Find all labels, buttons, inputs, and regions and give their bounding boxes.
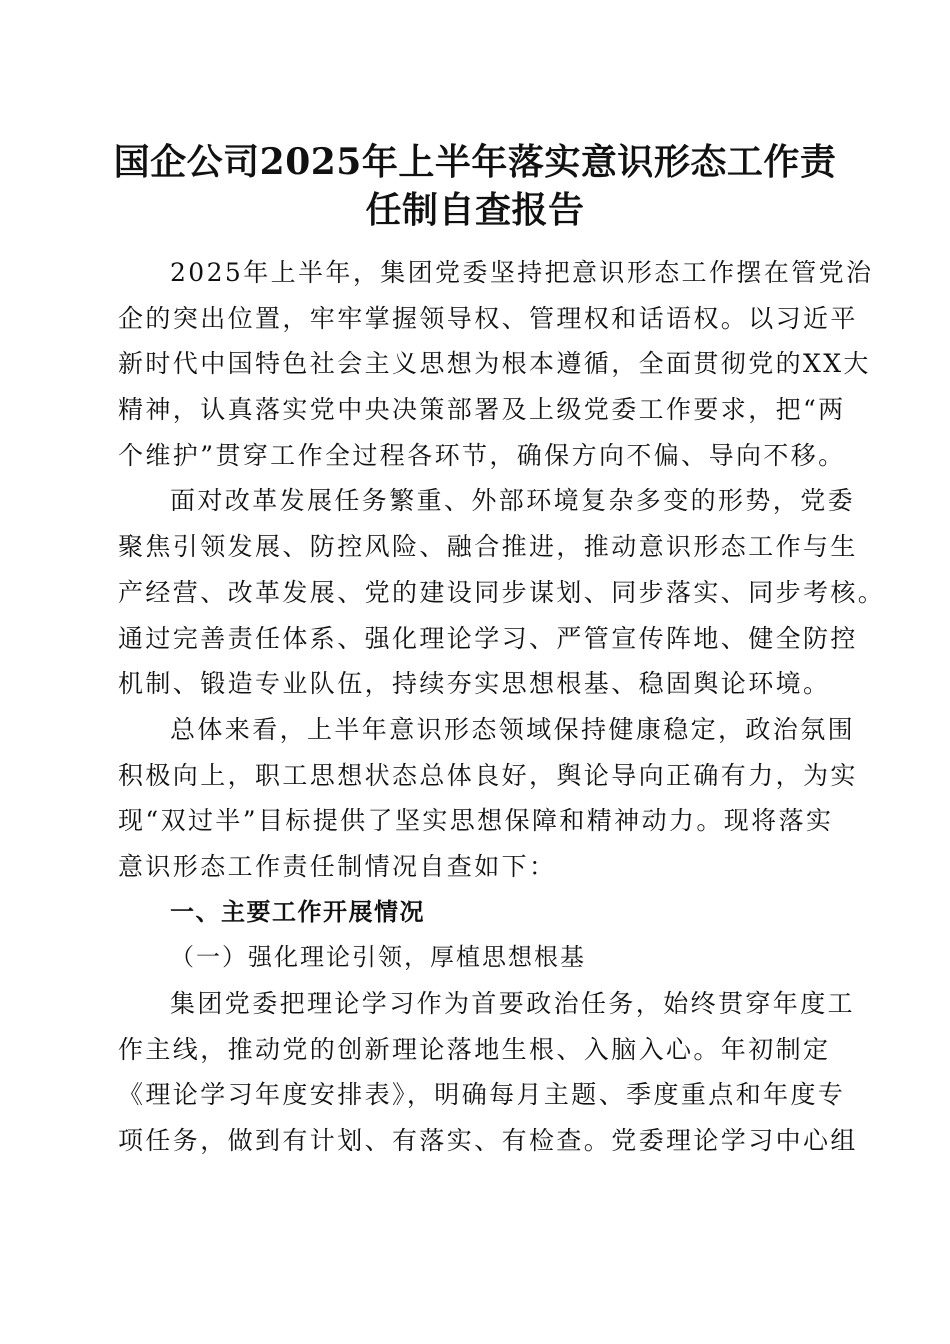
- paragraph-4-line-3: 《理论学习年度安排表》，明确每月主题、季度重点和年度专: [118, 1080, 846, 1110]
- paragraph-3-line-2: 积极向上，职工思想状态总体良好，舆论导向正确有力，为实: [118, 760, 858, 790]
- paragraph-1-line-1: 2025年上半年，集团党委坚持把意识形态工作摆在管党治: [170, 258, 874, 287]
- paragraph-4-line-4: 项任务，做到有计划、有落实、有检查。党委理论学习中心组: [118, 1126, 858, 1156]
- title-line-1: 国企公司2025年上半年落实意识形态工作责: [113, 141, 837, 183]
- paragraph-3-line-3: 现“双过半”目标提供了坚实思想保障和精神动力。现将落实: [118, 806, 834, 836]
- paragraph-4-line-1: 集团党委把理论学习作为首要政治任务，始终贯穿年度工: [170, 989, 856, 1018]
- paragraph-2-line-2: 聚焦引领发展、防控风险、融合推进，推动意识形态工作与生: [118, 532, 858, 562]
- paragraph-3-line-4: 意识形态工作责任制情况自查如下：: [118, 851, 557, 881]
- paragraph-4-line-2: 作主线，推动党的创新理论落地生根、入脑入心。年初制定: [118, 1034, 831, 1064]
- paragraph-2-line-3: 产经营、改革发展、党的建设同步谋划、同步落实、同步考核。: [118, 577, 886, 607]
- paragraph-1-line-3: 新时代中国特色社会主义思想为根本遵循，全面贯彻党的XX大: [118, 349, 871, 379]
- paragraph-3-line-1: 总体来看，上半年意识形态领域保持健康稳定，政治氛围: [170, 714, 856, 744]
- paragraph-2-line-1: 面对改革发展任务繁重、外部环境复杂多变的形势，党委: [170, 486, 856, 516]
- document-body: [118, 250, 886, 1164]
- section-heading-1: 一、主要工作开展情况: [170, 897, 425, 926]
- paragraph-2-line-5: 机制、锻造专业队伍，持续夯实思想根基、稳固舆论环境。: [118, 669, 831, 699]
- paragraph-2-line-4: 通过完善责任体系、强化理论学习、严管宣传阵地、健全防控: [118, 623, 858, 653]
- paragraph-1-line-5: 个维护”贯穿工作全过程各环节，确保方向不偏、导向不移。: [118, 440, 846, 470]
- paragraph-1-line-4: 精神，认真落实党中央决策部署及上级党委工作要求，把“两: [118, 395, 846, 425]
- paragraph-1-line-2: 企的突出位置，牢牢掌握领导权、管理权和话语权。以习近平: [118, 303, 858, 333]
- document-title: [110, 138, 840, 234]
- title-line-2: 任制自查报告: [365, 189, 585, 231]
- subsection-heading-1: （一）强化理论引领，厚植思想根基: [170, 943, 586, 972]
